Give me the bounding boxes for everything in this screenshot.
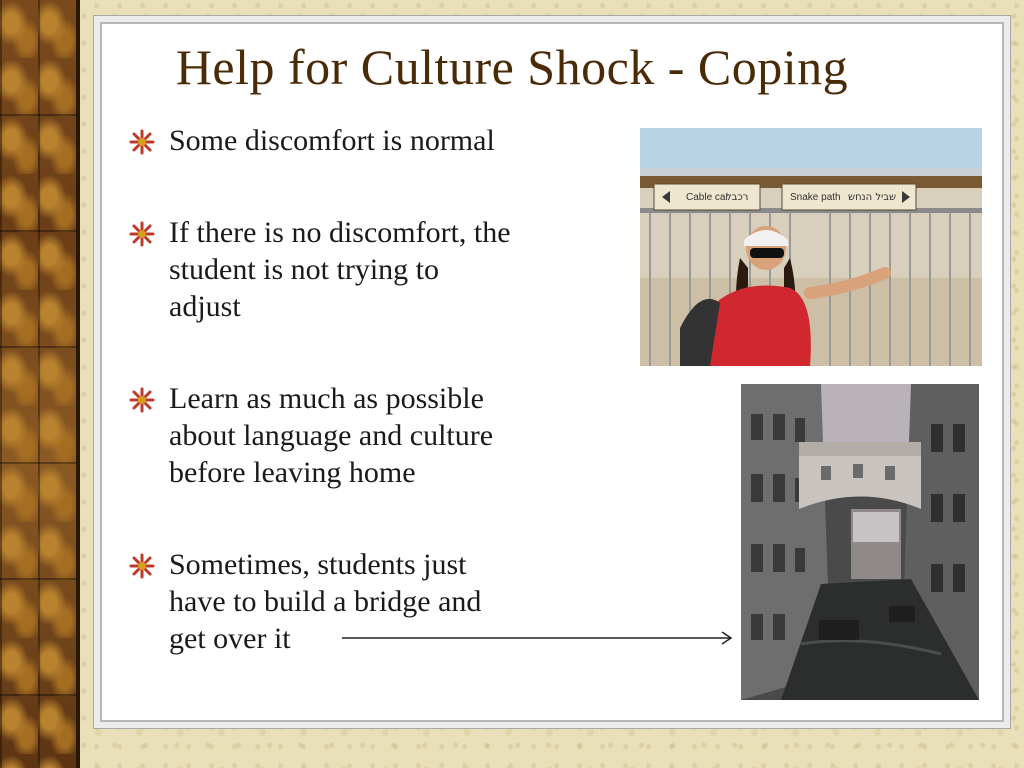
desert-sign-right-hebrew: שביל הנחש — [848, 192, 897, 203]
bullet-text-line: adjust — [169, 290, 241, 323]
bullet-text-line: Learn as much as possible — [169, 382, 484, 415]
bullet-text-line: have to build a bridge and — [169, 585, 482, 618]
slide-title: Help for Culture Shock - Coping — [175, 39, 849, 95]
star-bullet-icon — [128, 386, 156, 414]
bullet-text-line: get over it — [169, 622, 291, 655]
bullet-text-line: Some discomfort is normal — [169, 124, 495, 157]
desert-sign-left-hebrew: רכבל — [726, 192, 749, 203]
venice-canal-illustration — [741, 384, 979, 700]
bullet-text-line: Sometimes, students just — [169, 548, 467, 581]
bullet-text-line: about language and culture — [169, 419, 494, 452]
bullet-text-line: before leaving home — [169, 456, 416, 489]
star-bullet-icon — [128, 220, 156, 248]
desert-sign-left-label: Cable car — [686, 192, 729, 203]
desert-photo-illustration — [640, 128, 982, 366]
arrow-right-icon — [338, 628, 738, 648]
star-bullet-icon — [128, 552, 156, 580]
bullet-text-line: If there is no discomfort, the — [169, 216, 511, 249]
decorative-border-strip — [0, 0, 78, 768]
desert-sign-right-label: Snake path — [790, 192, 841, 203]
bullet-text-line: student is not trying to — [169, 253, 439, 286]
photo-bridge-of-sighs — [741, 384, 979, 700]
photo-desert-overlook — [640, 128, 982, 366]
star-bullet-icon — [128, 128, 156, 156]
